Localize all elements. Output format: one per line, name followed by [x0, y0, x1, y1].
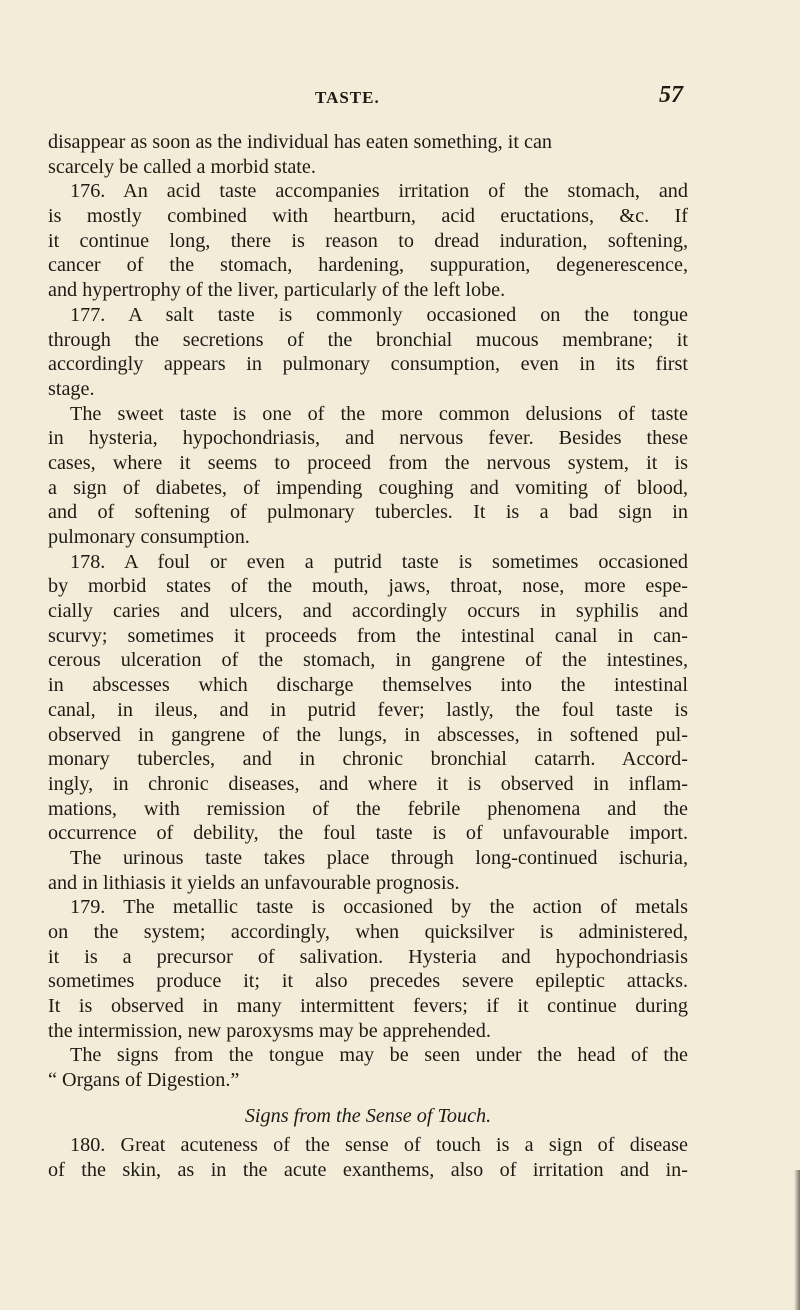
text-line: 180. Great acuteness of the sense of touch is a sign of disease — [70, 1133, 688, 1156]
text-line: and in lithiasis it yields an unfavourable prognosis. — [48, 871, 460, 894]
text-line: of the skin, as in the acute exanthems, also of irritation and in- — [48, 1158, 688, 1181]
text-line: pulmonary consumption. — [48, 526, 250, 548]
text-line: and hypertrophy of the liver, particularly of the left lobe. — [48, 279, 506, 302]
text-line: mations, with remission of the febrile phenomena and the — [48, 797, 688, 820]
text-line: cases, where it seems to proceed from the nervous system, it is — [48, 451, 688, 474]
body-text — [48, 130, 688, 1182]
text-line: it continue long, there is reason to dread induration, softening, — [48, 229, 688, 252]
text-line: scarcely be called a morbid state. — [48, 155, 316, 178]
text-line: “ Organs of Digestion.” — [48, 1069, 240, 1092]
text-line: 178. A foul or even a putrid taste is sometimes occasioned — [70, 550, 688, 573]
text-line: is mostly combined with heartburn, acid eructations, &c. If — [48, 205, 688, 228]
text-line: through the secretions of the bronchial mucous membrane; it — [48, 328, 688, 351]
text-line: disappear as soon as the individual has eaten something, it can — [48, 131, 552, 153]
text-line: in hysteria, hypochondriasis, and nervous fever. Besides these — [48, 427, 688, 450]
text-line: and of softening of pulmonary tubercles. It is a bad sign in — [48, 501, 688, 524]
text-line: The sweet taste is one of the more common delusions of taste — [70, 402, 688, 425]
text-line: 176. An acid taste accompanies irritation of the stomach, and — [70, 180, 688, 203]
text-line: canal, in ileus, and in putrid fever; lastly, the foul taste is — [48, 698, 688, 721]
text-line: in abscesses which discharge themselves into the intestinal — [48, 674, 688, 697]
text-line: The urinous taste takes place through long-continued ischuria, — [70, 846, 688, 869]
section-heading: Signs from the Sense of Touch. — [244, 1104, 492, 1127]
text-line: cially caries and ulcers, and accordingly occurs in syphilis and — [48, 600, 688, 623]
text-line: a sign of diabetes, of impending coughing and vomiting of blood, — [48, 476, 688, 499]
running-head: TASTE. — [315, 88, 380, 107]
page-edge-shadow — [794, 1170, 800, 1310]
text-line: stage. — [48, 377, 95, 400]
text-line: sometimes produce it; it also precedes severe epileptic attacks. — [48, 970, 688, 993]
text-line: by morbid states of the mouth, jaws, throat, nose, more espe- — [48, 575, 688, 598]
text-line: scurvy; sometimes it proceeds from the intestinal canal in can- — [48, 624, 688, 647]
text-line: The signs from the tongue may be seen under the head of the — [70, 1044, 688, 1067]
text-line: It is observed in many intermittent fevers; if it continue during — [48, 995, 688, 1018]
text-line: accordingly appears in pulmonary consumption, even in its first — [48, 353, 688, 376]
page-header — [265, 82, 683, 112]
text-line: it is a precursor of salivation. Hysteria and hypochondriasis — [48, 945, 688, 968]
page-number: 57 — [659, 82, 683, 108]
text-line: monary tubercles, and in chronic bronchial catarrh. Accord- — [48, 748, 688, 771]
text-line: ingly, in chronic diseases, and where it is observed in inflam- — [48, 772, 688, 795]
text-line: observed in gangrene of the lungs, in abscesses, in softened pul- — [48, 723, 688, 746]
text-line: the intermission, new paroxysms may be apprehended. — [48, 1019, 491, 1042]
text-line: cancer of the stomach, hardening, suppuration, degenerescence, — [48, 254, 688, 277]
text-line: occurrence of debility, the foul taste is of unfavourable import. — [48, 822, 688, 845]
text-line: 179. The metallic taste is occasioned by the action of metals — [70, 896, 688, 919]
text-line: on the system; accordingly, when quicksilver is administered, — [48, 921, 688, 943]
text-line: cerous ulceration of the stomach, in gangrene of the intestines, — [48, 649, 688, 672]
text-line: 177. A salt taste is commonly occasioned on the tongue — [70, 303, 688, 326]
